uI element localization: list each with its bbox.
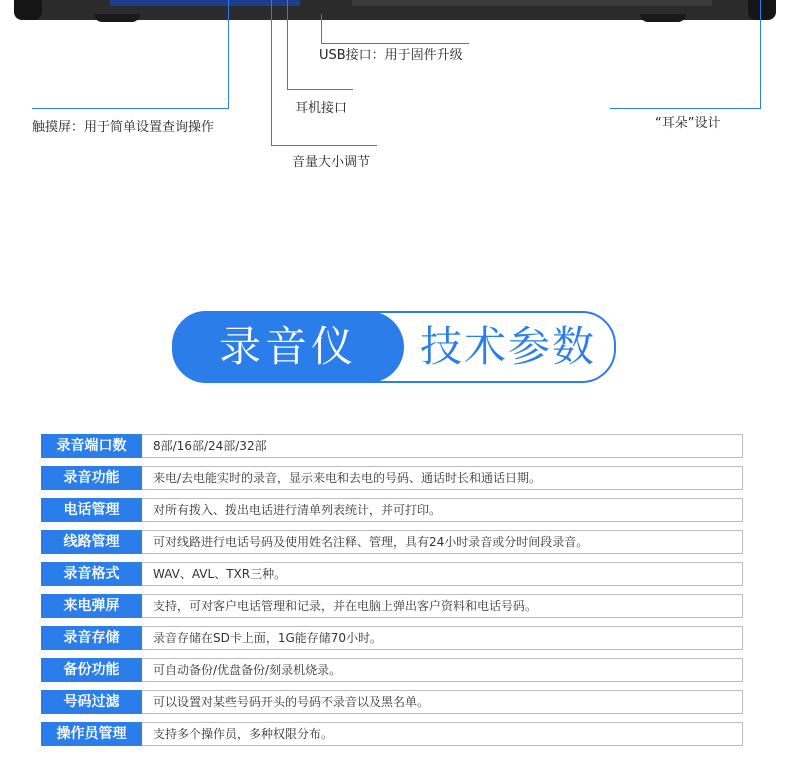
- touchscreen-callout-line-h: [32, 108, 229, 109]
- spec-row: [41, 530, 743, 554]
- ears-callout-line-h: [610, 108, 761, 109]
- spec-row: [41, 434, 743, 458]
- spec-value: WAV、AVL、TXR三种。: [153, 567, 287, 581]
- usb-callout-label: USB接口：用于固件升级: [319, 48, 463, 63]
- device-foot-left: [94, 14, 140, 22]
- spec-table: [41, 434, 743, 754]
- spec-label: 操作员管理: [41, 722, 142, 746]
- spec-label: 录音存储: [41, 626, 142, 650]
- headphone-callout-line-h: [287, 89, 353, 90]
- spec-row: [41, 690, 743, 714]
- spec-value: 可自动备份/优盘备份/刻录机烧录。: [153, 663, 342, 677]
- heading-left-text: 录音仪: [218, 322, 357, 371]
- spec-value: 对所有拨入、拨出电话进行清单列表统计，并可打印。: [153, 503, 442, 517]
- spec-label: 线路管理: [41, 530, 142, 554]
- spec-label: 号码过滤: [41, 690, 142, 714]
- spec-label: 录音端口数: [41, 434, 142, 458]
- spec-label: 备份功能: [41, 658, 142, 682]
- spec-value: 支持，可对客户电话管理和记录，并在电脑上弹出客户资料和电话号码。: [153, 599, 538, 613]
- spec-value: 可对线路进行电话号码及使用姓名注释、管理，具有24小时录音或分时间段录音。: [153, 535, 589, 549]
- headphone-callout-line: [287, 0, 288, 90]
- touchscreen-callout-label: 触摸屏：用于简单设置查询操作: [32, 120, 215, 135]
- ears-callout-line: [760, 0, 761, 109]
- spec-value: 8部/16部/24部/32部: [153, 439, 267, 453]
- front-panel: [352, 0, 712, 6]
- spec-row: [41, 466, 743, 490]
- spec-row: [41, 626, 743, 650]
- spec-label: 电话管理: [41, 498, 142, 522]
- spec-label: 来电弹屏: [41, 594, 142, 618]
- volume-callout-line-h: [271, 145, 377, 146]
- spec-label: 录音格式: [41, 562, 142, 586]
- left-ear: [14, 0, 42, 20]
- right-ear: [748, 0, 776, 20]
- spec-row: [41, 594, 743, 618]
- heading-right-text: 技术参数: [419, 322, 596, 371]
- volume-callout-line: [271, 0, 272, 146]
- spec-row: [41, 722, 743, 746]
- headphone-callout-label: 耳机接口: [295, 101, 348, 116]
- spec-value: 来电/去电能实时的录音，显示来电和去电的号码、通话时长和通话日期。: [153, 471, 542, 485]
- usb-callout-line: [321, 14, 322, 44]
- volume-callout-label: 音量大小调节: [292, 155, 371, 170]
- spec-label: 录音功能: [41, 466, 142, 490]
- spec-value: 录音存储在SD卡上面，1G能存储70小时。: [153, 631, 383, 645]
- spec-value: 支持多个操作员，多种权限分布。: [153, 727, 334, 741]
- ears-callout-label: “耳朵”设计: [655, 116, 721, 131]
- touchscreen-callout-line: [228, 0, 229, 109]
- spec-row: [41, 658, 743, 682]
- section-heading: [172, 311, 614, 381]
- spec-row: [41, 498, 743, 522]
- spec-value: 可以设置对某些号码开头的号码不录音以及黑名单。: [153, 695, 430, 709]
- spec-row: [41, 562, 743, 586]
- device-foot-right: [640, 14, 686, 22]
